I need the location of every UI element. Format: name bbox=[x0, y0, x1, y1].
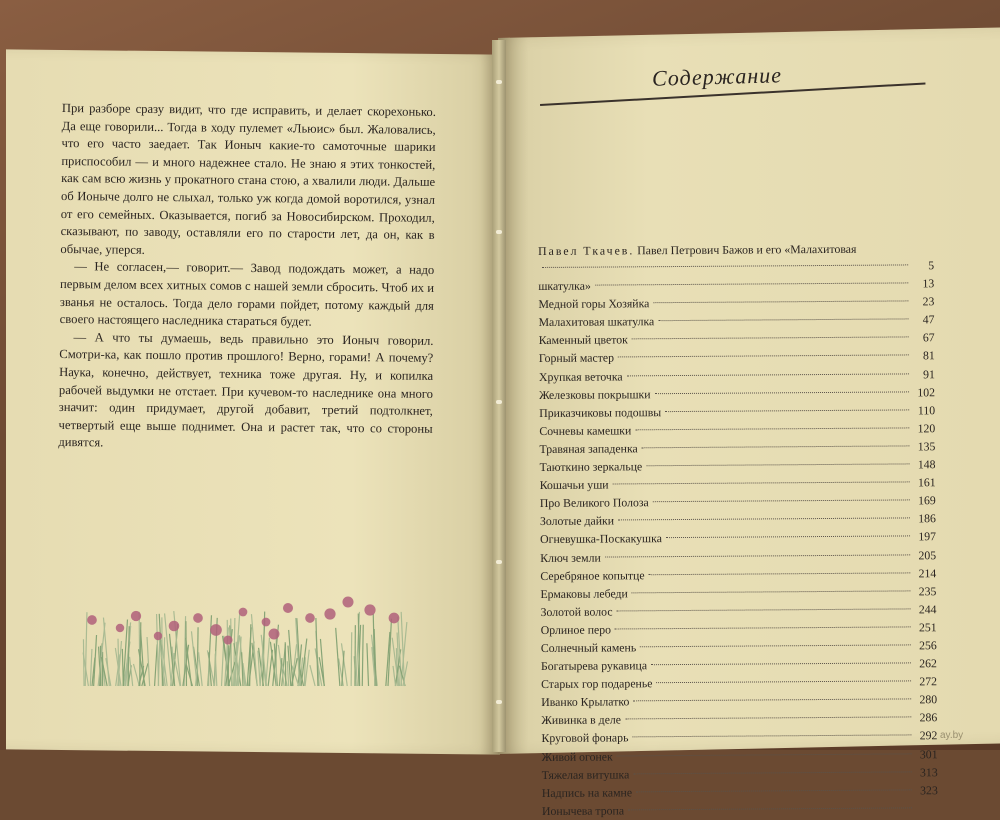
toc-leader-dots bbox=[613, 482, 910, 485]
toc-leader-dots bbox=[665, 409, 909, 412]
spine-stitch bbox=[496, 560, 502, 564]
toc-leader-dots bbox=[625, 717, 911, 720]
toc-entry-title: Травяная западенка bbox=[539, 439, 637, 458]
toc-leader-dots bbox=[617, 753, 912, 756]
toc-page-number: 205 bbox=[914, 546, 936, 564]
toc-entry-title: Медной горы Хозяйка bbox=[538, 294, 649, 313]
grass-blade bbox=[287, 661, 288, 686]
clover-flower bbox=[324, 608, 335, 619]
toc-page-number: 135 bbox=[913, 437, 935, 455]
toc-entry-title: Серебряное копытце bbox=[540, 566, 644, 585]
grass-blade bbox=[393, 666, 396, 686]
grass-blade bbox=[268, 650, 272, 686]
toc-leader-dots bbox=[632, 735, 911, 738]
toc-page-number: 102 bbox=[913, 383, 935, 401]
toc-leader-dots bbox=[651, 662, 911, 665]
toc-title: Содержание bbox=[652, 62, 783, 92]
toc-entry-title: Круговой фонарь bbox=[541, 729, 628, 748]
grass-blade bbox=[231, 618, 232, 686]
toc-page-number: 23 bbox=[912, 292, 934, 310]
toc-entry-title: Живинка в деле bbox=[541, 711, 621, 730]
toc-leader-dots bbox=[649, 572, 911, 575]
toc-entry-title: Огневушка-Поскакушка bbox=[540, 530, 662, 549]
toc-entry-title: Кошачьи уши bbox=[540, 476, 609, 495]
toc-page-number: 169 bbox=[914, 491, 936, 509]
spine-stitch bbox=[496, 700, 502, 704]
toc-entry-title: Ключ земли bbox=[540, 548, 601, 567]
toc-leader-dots bbox=[640, 644, 911, 647]
paragraph: — Не согласен,— говорит.— Завод подождать может, а надо первым делом всех хитных сомов с нашей земли сбросить. Чтоб их и званья не осталось. Тогда дело горами пойдет, потому каждый для своего настоящего наследника стараться будет. bbox=[60, 258, 435, 332]
toc-page-number: 244 bbox=[914, 600, 936, 618]
clover-flower bbox=[262, 618, 271, 627]
spine-stitch bbox=[496, 230, 502, 234]
toc-list bbox=[538, 292, 938, 819]
toc-page-number: 67 bbox=[913, 329, 935, 347]
toc-leader-dots bbox=[635, 427, 909, 430]
toc-page-number: 235 bbox=[914, 582, 936, 600]
grass-blade bbox=[362, 625, 363, 686]
toc-page-number: 286 bbox=[915, 709, 937, 727]
toc-entry-title: Хрупкая веточка bbox=[539, 367, 623, 386]
toc-intro-title: Павел Петрович Бажов и его «Малахитовая bbox=[637, 242, 856, 258]
grass-blade bbox=[310, 665, 315, 686]
grass-blade bbox=[90, 649, 92, 686]
toc-leader-dots bbox=[628, 807, 912, 810]
toc-intro-author: Павел Ткачев. bbox=[538, 243, 634, 258]
toc-leader-dots bbox=[655, 391, 909, 394]
grass-blade bbox=[215, 651, 216, 686]
toc-leader-dots bbox=[656, 681, 911, 684]
toc-page-number: 91 bbox=[913, 365, 935, 383]
toc-page-number: 110 bbox=[913, 401, 935, 419]
toc-leader-dots bbox=[618, 518, 910, 521]
toc-entry-title: Живой огонек bbox=[542, 747, 613, 766]
clover-flower bbox=[305, 613, 315, 623]
toc-entry-title: Солнечный камень bbox=[541, 638, 636, 657]
toc-entry bbox=[542, 799, 938, 820]
left-page-text bbox=[58, 100, 436, 456]
grass-blade bbox=[367, 643, 369, 686]
grass-blade bbox=[197, 627, 198, 686]
paragraph: При разборе сразу видит, что где исправить, и делает скорехонько. Да еще говорили... Тогда в ходу пулемет «Льюис» был. Жаловались, что его часто заедает. Так Ионыч какие-то самоточные шарики приспособил — и много надежнее стало. Не знаю я этих тонкостей, как сам всю жизнь у прокатного стана стою, а хвалили люди. Дальше об Ионыче долго не слыхал, только уж когда домой воротился, узнал от его семейных. Оказывается, погиб за Новосибирском. Проходил, сказывают, по заводу, оставляли его по старости лет, да он, как в обычае, уперся. bbox=[60, 100, 436, 262]
clover-flower bbox=[87, 615, 97, 625]
clover-flower bbox=[193, 613, 203, 623]
toc-entry-title: Ермаковы лебеди bbox=[540, 584, 628, 603]
toc-entry-title: Каменный цветок bbox=[539, 331, 628, 350]
toc-entry-title: Малахитовая шкатулка bbox=[538, 312, 654, 331]
toc-entry-title: Про Великого Полоза bbox=[540, 493, 649, 512]
book-spine bbox=[492, 40, 506, 752]
toc-leader-dots bbox=[658, 319, 908, 322]
toc-leader-dots bbox=[605, 554, 910, 557]
toc-leader-dots bbox=[642, 445, 910, 448]
toc-page-number: 47 bbox=[912, 311, 934, 329]
toc-page-number: 186 bbox=[914, 510, 936, 528]
clover-flower bbox=[283, 603, 293, 613]
toc-entry-title: Горный мастер bbox=[539, 349, 614, 368]
toc-leader-dots bbox=[633, 699, 911, 702]
grass-blade bbox=[351, 632, 352, 686]
toc-leader-dots bbox=[618, 355, 909, 358]
clover-flower bbox=[342, 596, 353, 607]
toc-leader-dots bbox=[542, 264, 908, 268]
grass-blade bbox=[122, 649, 123, 686]
toc-entry-title: Золотой волос bbox=[541, 602, 613, 621]
clover-flower bbox=[364, 604, 375, 615]
toc-leader-dots bbox=[632, 337, 909, 340]
grass-blade bbox=[133, 664, 139, 686]
clover-flower bbox=[269, 629, 280, 640]
grass-blade bbox=[186, 621, 187, 686]
toc-page-number: 120 bbox=[913, 419, 935, 437]
toc-page-number: 148 bbox=[913, 455, 935, 473]
clover-flower bbox=[154, 632, 162, 640]
toc-leader-dots bbox=[617, 608, 911, 611]
grass-blade bbox=[83, 639, 84, 686]
toc-page-number: 214 bbox=[914, 564, 936, 582]
paragraph: — А что ты думаешь, ведь правильно это Ионыч говорил. Смотри-ка, как пошло против прошлого! Верно, горами! А почему? Наука, конечно, действует, техника тоже другая. Ну, и копилка рабочей выдумки не отстает. При кучевом-то наследнике она много значит: один придумает, другой добавит, третий подтолкнет, четвертый еще выше поднимет. Она и растет так, что со стороны дивятся. bbox=[58, 329, 433, 456]
clover-flower bbox=[210, 624, 222, 636]
toc-entry-title: Железковы покрышки bbox=[539, 385, 651, 404]
spine-stitch bbox=[496, 400, 502, 404]
clover-flower bbox=[389, 613, 400, 624]
toc-entry-title: Золотые дайки bbox=[540, 512, 614, 531]
grass-blade bbox=[155, 644, 158, 686]
toc-entry-title: Иванко Крылатко bbox=[541, 693, 629, 712]
toc-leader-dots bbox=[653, 301, 908, 304]
toc-leader-dots bbox=[615, 626, 911, 629]
toc-entry-title: Орлиное перо bbox=[541, 620, 611, 639]
toc-entry-title: Таюткино зеркальце bbox=[539, 457, 642, 476]
toc-page-number: 161 bbox=[914, 473, 936, 491]
toc-leader-dots bbox=[666, 536, 910, 539]
toc-intro-title-cont: шкатулка» bbox=[538, 277, 591, 295]
toc-page-number: 301 bbox=[916, 745, 938, 763]
toc-page-number: 313 bbox=[916, 763, 938, 781]
grass-blade bbox=[250, 624, 251, 686]
clover-flower bbox=[131, 611, 141, 621]
spine-stitch bbox=[496, 80, 502, 84]
clover-flower bbox=[116, 624, 124, 632]
toc-entry-title: Богатырева рукавица bbox=[541, 656, 647, 675]
toc-page-number: 256 bbox=[915, 636, 937, 654]
toc-page-number: 292 bbox=[915, 727, 937, 745]
watermark: ay.by bbox=[940, 730, 963, 741]
toc-page-number: 280 bbox=[915, 690, 937, 708]
toc-entry-title: Надпись на камне bbox=[542, 783, 632, 802]
grass-blade bbox=[336, 628, 340, 686]
grass-blade bbox=[242, 652, 243, 686]
toc-page-number: 323 bbox=[916, 781, 938, 799]
toc-entry-title: Приказчиковы подошвы bbox=[539, 403, 661, 422]
toc-entry-title: Старых гор подаренье bbox=[541, 674, 653, 693]
grass-blade bbox=[305, 650, 309, 686]
grass-blade bbox=[147, 637, 150, 686]
toc-leader-dots bbox=[646, 463, 909, 466]
toc-entry-title: Сочневы камешки bbox=[539, 421, 631, 440]
clover-flower bbox=[169, 621, 180, 632]
clover-illustration bbox=[78, 588, 418, 688]
toc-entry-title: Тяжелая витушка bbox=[542, 765, 630, 784]
toc-leader-dots bbox=[632, 590, 911, 593]
toc-page-number: 197 bbox=[914, 528, 936, 546]
toc-leader-dots bbox=[627, 373, 909, 376]
toc-page-number: 5 bbox=[912, 256, 934, 274]
toc-page-number: 81 bbox=[913, 347, 935, 365]
toc-page-number: 13 bbox=[912, 274, 934, 292]
toc-leader-dots bbox=[633, 771, 911, 774]
toc-leader-dots bbox=[595, 283, 908, 286]
table-of-contents bbox=[538, 241, 938, 820]
toc-leader-dots bbox=[636, 789, 912, 792]
toc-page-number: 272 bbox=[915, 672, 937, 690]
clover-flower bbox=[239, 608, 248, 617]
clover-flower bbox=[223, 635, 232, 644]
toc-page-number: 262 bbox=[915, 654, 937, 672]
toc-page-number: 251 bbox=[915, 618, 937, 636]
toc-entry-title: Ионычева тропа bbox=[542, 801, 624, 820]
grass-blade bbox=[285, 642, 286, 686]
toc-leader-dots bbox=[653, 500, 910, 503]
